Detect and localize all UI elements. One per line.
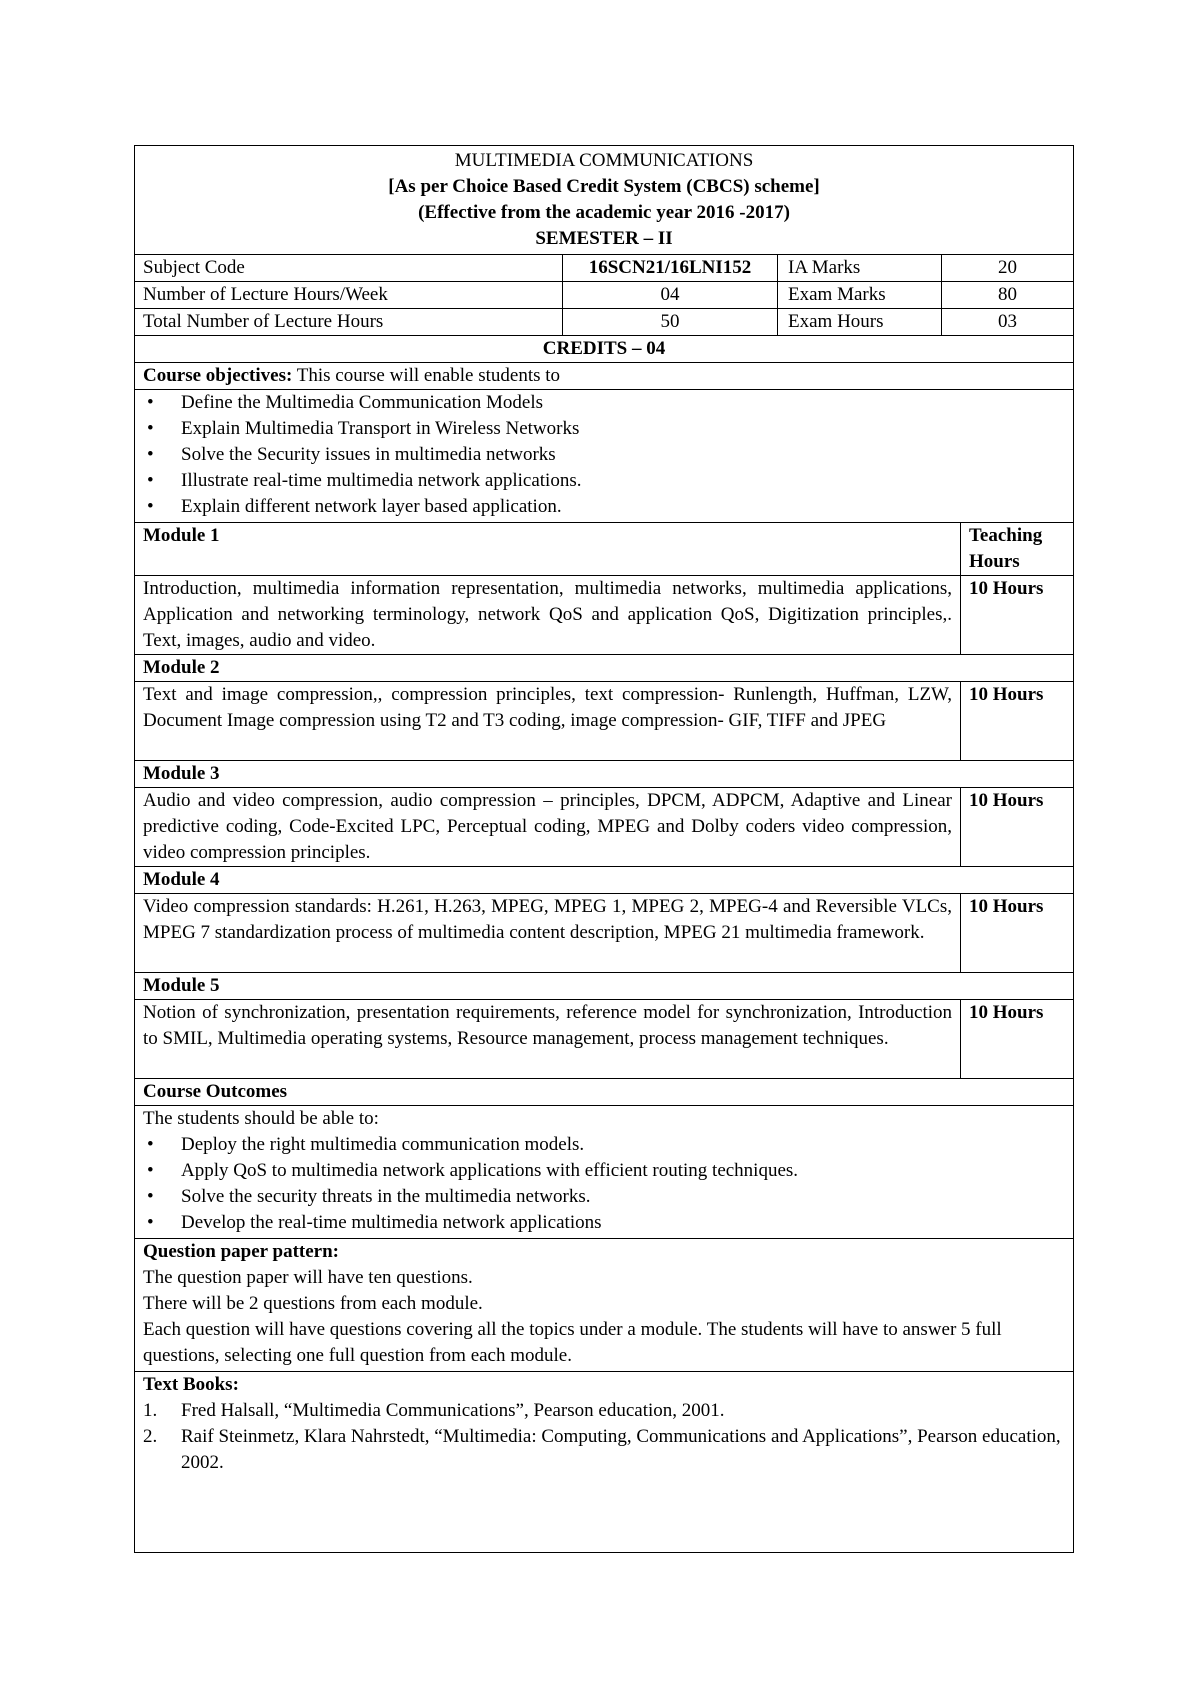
info-row: [135, 309, 1073, 336]
list-item: • Deploy the right multimedia communication models.: [143, 1132, 1065, 1158]
bullet-icon: •: [147, 1212, 154, 1233]
text-books-heading: Text Books:: [143, 1374, 239, 1395]
info-value-2: 80: [998, 284, 1017, 305]
info-row: [135, 282, 1073, 309]
module-title: Module 1: [135, 523, 961, 575]
text-books-list: [135, 1398, 1073, 1476]
question-paper-heading: Question paper pattern:: [143, 1241, 339, 1262]
info-label: Number of Lecture Hours/Week: [135, 282, 563, 308]
bullet-icon: •: [147, 496, 154, 517]
list-item: • Explain Multimedia Transport in Wireless Networks: [143, 416, 1065, 442]
objectives-list: [135, 390, 1073, 520]
module-content: Text and image compression,, compression principles, text compression- Runlength, Huffman, LZW, Document Image compression using T2 and T3 coding, image compression- GIF, TIFF and JPEG: [135, 682, 961, 760]
module-4-body: [135, 894, 1073, 973]
info-value-2: 20: [998, 257, 1017, 278]
bullet-icon: •: [147, 1160, 154, 1181]
module-2-title: Module 2: [135, 655, 1073, 682]
list-item: • Illustrate real-time multimedia network applications.: [143, 468, 1065, 494]
course-title: MULTIMEDIA COMMUNICATIONS: [454, 150, 754, 171]
info-label: Subject Code: [135, 255, 563, 281]
outcomes-row: [135, 1106, 1073, 1239]
module-hours: 10 Hours: [969, 790, 1044, 811]
info-value: 50: [563, 309, 778, 335]
module-content: Introduction, multimedia information representation, multimedia networks, multimedia applications, Application and networking terminology, network QoS and application QoS, Digitization principles,. Text, images, audio and video.: [135, 576, 961, 654]
module-2-body: [135, 682, 1073, 761]
course-header: [135, 146, 1073, 255]
question-paper-row: [135, 1239, 1073, 1372]
text-books-row: [135, 1372, 1073, 1552]
course-effective: (Effective from the academic year 2016 -2017): [418, 202, 790, 223]
info-label-2: Exam Marks: [778, 282, 942, 308]
list-item: • Solve the Security issues in multimedia networks: [143, 442, 1065, 468]
module-4-title: Module 4: [135, 867, 1073, 894]
list-item: • Define the Multimedia Communication Models: [143, 390, 1065, 416]
bullet-icon: •: [147, 418, 154, 439]
module-5-body: [135, 1000, 1073, 1079]
objectives-heading: Course objectives:: [143, 365, 293, 386]
bullet-icon: •: [147, 470, 154, 491]
bullet-icon: •: [147, 444, 154, 465]
course-semester: SEMESTER – II: [535, 228, 673, 249]
list-item: 1. Fred Halsall, “Multimedia Communications”, Pearson education, 2001.: [143, 1400, 725, 1421]
question-paper-line: There will be 2 questions from each module.: [143, 1293, 483, 1314]
outcomes-intro: The students should be able to:: [143, 1108, 379, 1129]
module-content: Video compression standards: H.261, H.263, MPEG, MPEG 1, MPEG 2, MPEG-4 and Reversible VLCs, MPEG 7 standardization process of multimedia content description, MPEG 21 multimedia framework.: [135, 894, 961, 972]
list-item: 2. Raif Steinmetz, Klara Nahrstedt, “Multimedia: Computing, Communications and Applications”, Pearson education, 2002.: [143, 1426, 1061, 1473]
info-value: 04: [563, 282, 778, 308]
bullet-icon: •: [147, 392, 154, 413]
module-content: Audio and video compression, audio compression – principles, DPCM, ADPCM, Adaptive and Linear predictive coding, Code-Excited LPC, Perceptual coding, MPEG and Dolby coders video compression, video compression principles.: [135, 788, 961, 866]
info-value-2: 03: [998, 311, 1017, 332]
question-paper-line: The question paper will have ten questions.: [143, 1267, 473, 1288]
module-3-body: [135, 788, 1073, 867]
list-item: • Develop the real-time multimedia network applications: [143, 1210, 1065, 1236]
course-scheme: [As per Choice Based Credit System (CBCS) scheme]: [388, 176, 820, 197]
list-item: • Apply QoS to multimedia network applications with efficient routing techniques.: [143, 1158, 1065, 1184]
info-value: 16SCN21/16LNI152: [563, 255, 778, 281]
credits: CREDITS – 04: [135, 336, 1073, 363]
module-3-title: Module 3: [135, 761, 1073, 788]
module-1-header: [135, 523, 1073, 576]
module-hours: 10 Hours: [969, 1002, 1044, 1023]
module-1-body: [135, 576, 1073, 655]
module-5-title: Module 5: [135, 973, 1073, 1000]
info-label-2: IA Marks: [778, 255, 942, 281]
outcomes-heading: Course Outcomes: [135, 1079, 1073, 1106]
info-row: [135, 255, 1073, 282]
module-hours: 10 Hours: [969, 896, 1044, 917]
module-hours: 10 Hours: [969, 684, 1044, 705]
teaching-hours-header: Teaching Hours: [969, 525, 1043, 572]
module-hours: 10 Hours: [969, 578, 1044, 599]
objectives-list-row: [135, 390, 1073, 523]
question-paper-line: Each question will have questions covering all the topics under a module. The students will have to answer 5 full questions, selecting one full question from each module.: [143, 1319, 1002, 1366]
objectives-heading-row: [135, 363, 1073, 390]
syllabus-table: [134, 145, 1074, 1553]
objectives-intro: This course will enable students to: [292, 365, 561, 386]
bullet-icon: •: [147, 1134, 154, 1155]
info-label-2: Exam Hours: [778, 309, 942, 335]
list-item: • Solve the security threats in the multimedia networks.: [143, 1184, 1065, 1210]
list-item: • Explain different network layer based application.: [143, 494, 1065, 520]
info-label: Total Number of Lecture Hours: [135, 309, 563, 335]
bullet-icon: •: [147, 1186, 154, 1207]
outcomes-list: [135, 1132, 1073, 1236]
module-content: Notion of synchronization, presentation requirements, reference model for synchronization, Introduction to SMIL, Multimedia operating systems, Resource management, process management techniques.: [135, 1000, 961, 1078]
